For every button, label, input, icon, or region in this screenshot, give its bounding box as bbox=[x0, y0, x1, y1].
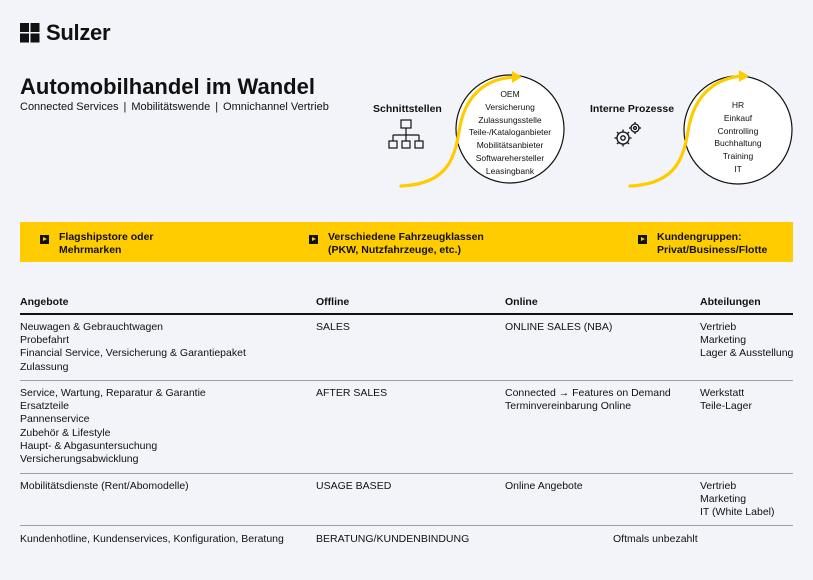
band-item bbox=[638, 231, 767, 256]
subtitle-item: Omnichannel Vertrieb bbox=[223, 101, 329, 113]
cell-line: Marketing bbox=[700, 493, 747, 506]
cell-line: Probefahrt bbox=[20, 334, 70, 347]
subtitle-separator: | bbox=[215, 101, 219, 113]
table-cell-abteilungen bbox=[700, 321, 793, 361]
band-item bbox=[309, 231, 484, 256]
list-item: HR bbox=[731, 100, 745, 110]
list-item: Controlling bbox=[717, 125, 759, 136]
table-cell-abteilungen bbox=[700, 480, 775, 520]
cell-line: Haupt- & Abgasuntersuchung bbox=[20, 439, 158, 452]
cell-line: USAGE BASED bbox=[316, 480, 392, 492]
column-header-online: Online bbox=[505, 296, 538, 308]
row-divider bbox=[20, 525, 793, 526]
list-item: Buchhaltung bbox=[714, 138, 762, 149]
subtitle-separator: | bbox=[123, 101, 127, 113]
cell-line: Service, Wartung, Reparatur & Garantie bbox=[20, 387, 206, 399]
list-item: Zulassungsstelle bbox=[478, 114, 542, 125]
cell-line: Versicherungsabwicklung bbox=[20, 453, 139, 466]
row-divider bbox=[20, 380, 793, 381]
table-cell-online bbox=[505, 321, 612, 334]
table-cell-online bbox=[505, 387, 671, 413]
cell-line: AFTER SALES bbox=[316, 387, 388, 399]
cell-line: Vertrieb bbox=[700, 480, 737, 492]
cell-line: Lager & Ausstellung bbox=[700, 347, 794, 360]
cell-line: Neuwagen & Gebrauchtwagen bbox=[20, 321, 164, 333]
table-cell-offline bbox=[316, 387, 387, 400]
list-item: Versicherung bbox=[485, 101, 535, 112]
list-item: Einkauf bbox=[723, 112, 753, 123]
table-cell-offline bbox=[316, 321, 350, 334]
header-divider bbox=[20, 313, 793, 315]
cell-line: Zubehör & Lifestyle bbox=[20, 426, 111, 439]
band-item-line: (PKW, Nutzfahrzeuge, etc.) bbox=[328, 243, 462, 256]
sulzer-logo bbox=[20, 20, 110, 46]
list-item: Leasingbank bbox=[485, 165, 535, 176]
band-item-line: Kundengruppen: bbox=[657, 231, 742, 243]
cell-line: BERATUNG/KUNDENBINDUNG bbox=[316, 533, 470, 545]
table-cell-angebote bbox=[20, 533, 284, 546]
cell-line: Connected → Features on Demand bbox=[505, 387, 671, 399]
table-cell-offline bbox=[316, 480, 391, 493]
sulzer-logo-mark-icon bbox=[20, 23, 42, 43]
column-header-offline: Offline bbox=[316, 296, 350, 308]
column-header-angebote: Angebote bbox=[20, 296, 69, 308]
cell-line: Teile-Lager bbox=[700, 400, 752, 413]
table-cell-angebote bbox=[20, 321, 246, 374]
band-item-line: Mehrmarken bbox=[59, 243, 122, 256]
play-bullet-icon bbox=[40, 235, 49, 244]
cell-line: Mobilitätsdienste (Rent/Abomodelle) bbox=[20, 480, 189, 492]
play-bullet-icon bbox=[638, 235, 647, 244]
table-cell-online bbox=[505, 480, 583, 493]
table-cell-angebote bbox=[20, 387, 206, 466]
schnittstellen-label: Schnittstellen bbox=[373, 103, 442, 115]
schnittstellen-list bbox=[455, 88, 565, 178]
list-item: IT bbox=[734, 163, 742, 174]
play-bullet-icon bbox=[309, 235, 318, 244]
cell-line: Terminvereinbarung Online bbox=[505, 400, 632, 413]
page-subtitle bbox=[20, 101, 329, 113]
subtitle-item: Mobilitätswende bbox=[131, 101, 211, 113]
cell-line: IT (White Label) bbox=[700, 506, 775, 519]
list-item: Softwarehersteller bbox=[475, 152, 545, 163]
table-cell-note bbox=[613, 533, 698, 546]
cell-line: Ersatzteile bbox=[20, 400, 70, 413]
cell-line: Pannenservice bbox=[20, 413, 90, 426]
list-item: OEM bbox=[500, 89, 520, 99]
table-cell-offline bbox=[316, 533, 469, 546]
table-cell-abteilungen bbox=[700, 387, 752, 413]
table-cell-angebote bbox=[20, 480, 189, 493]
cell-line: Marketing bbox=[700, 334, 747, 347]
column-header-abteilungen: Abteilungen bbox=[700, 296, 761, 308]
cell-line: Oftmals unbezahlt bbox=[613, 533, 698, 545]
list-item: Training bbox=[722, 151, 754, 162]
band-item-line: Flagshipstore oder bbox=[59, 231, 154, 243]
row-divider bbox=[20, 473, 793, 474]
highlight-band bbox=[20, 222, 793, 262]
list-item: Teile-/Kataloganbieter bbox=[468, 127, 552, 138]
cell-line: Financial Service, Versicherung & Garantiepaket bbox=[20, 347, 246, 360]
page-title: Automobilhandel im Wandel bbox=[20, 74, 315, 99]
brand-name: Sulzer bbox=[46, 20, 111, 45]
cell-line: Werkstatt bbox=[700, 387, 745, 399]
cell-line: ONLINE SALES (NBA) bbox=[505, 321, 613, 333]
cell-line: Online Angebote bbox=[505, 480, 583, 492]
cell-line: Vertrieb bbox=[700, 321, 737, 333]
band-item bbox=[40, 231, 154, 256]
interne-prozesse-list bbox=[684, 99, 792, 176]
cell-line: SALES bbox=[316, 321, 350, 333]
band-item-line: Verschiedene Fahrzeugklassen bbox=[328, 231, 484, 243]
subtitle-item: Connected Services bbox=[20, 101, 119, 113]
band-item-line: Privat/Business/Flotte bbox=[657, 243, 768, 256]
cell-line: Kundenhotline, Kundenservices, Konfiguration, Beratung bbox=[20, 533, 284, 545]
list-item: Mobilitätsanbieter bbox=[476, 140, 544, 151]
interne-prozesse-label: Interne Prozesse bbox=[590, 103, 675, 115]
cell-line: Zulassung bbox=[20, 360, 69, 373]
